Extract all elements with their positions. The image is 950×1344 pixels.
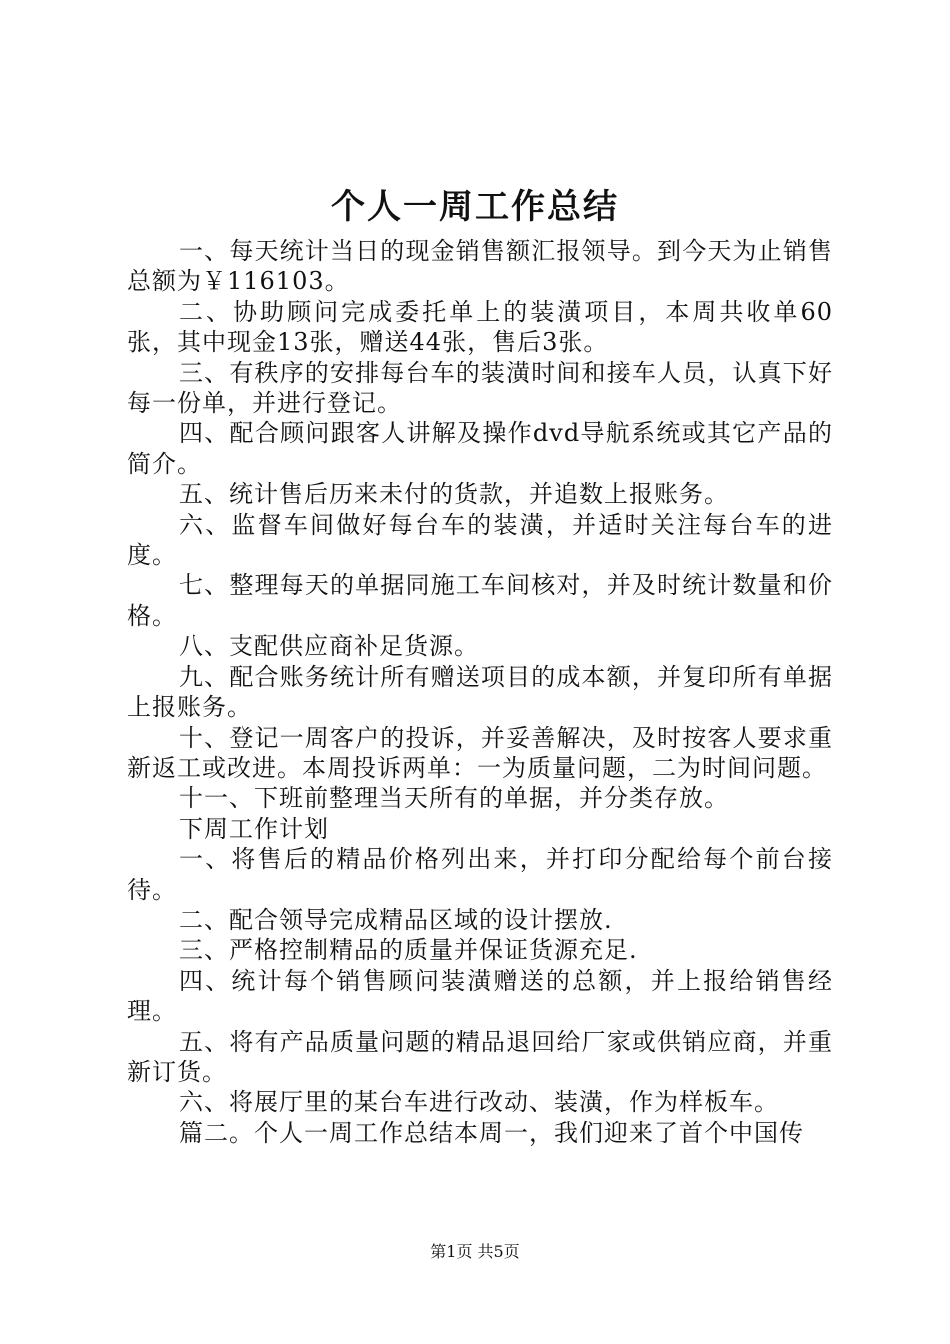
paragraph-8: 八、支配供应商补足货源。 bbox=[179, 632, 479, 661]
paragraph-4: 四、配合顾问跟客人讲解及操作dvd导航系统或其它产品的简介。 bbox=[127, 419, 833, 478]
plan-item-1: 一、将售后的精品价格列出来，并打印分配给每个前台接待。 bbox=[127, 845, 833, 904]
page-footer: 第1页 共5页 bbox=[430, 1242, 520, 1261]
paragraph-6: 六、监督车间做好每台车的装潢，并适时关注每台车的进度。 bbox=[127, 510, 833, 570]
paragraph-1: 一、每天统计当日的现金销售额汇报领导。到今天为止销售总额为￥116103。 bbox=[127, 237, 833, 296]
paragraph-10: 十、登记一周客户的投诉，并妥善解决，及时按客人要求重新返工或改进。本周投诉两单：一为质量问题，二为时间问题。 bbox=[127, 723, 833, 782]
paragraph-3: 三、有秩序的安排每台车的装潢时间和接车人员，认真下好每一份单，并进行登记。 bbox=[127, 358, 833, 418]
document-body bbox=[127, 236, 833, 1148]
plan-item-6: 六、将展厅里的某台车进行改动、装潢，作为样板车。 bbox=[179, 1088, 779, 1117]
document-title: 个人一周工作总结 bbox=[331, 187, 619, 227]
plan-item-4: 四、统计每个销售顾问装潢赠送的总额，并上报给销售经理。 bbox=[127, 966, 833, 1026]
section-heading-next-week-plan: 下周工作计划 bbox=[179, 814, 329, 843]
plan-item-2: 二、配合领导完成精品区域的设计摆放. bbox=[179, 905, 613, 934]
paragraph-2: 二、协助顾问完成委托单上的装潢项目，本周共收单60张，其中现金13张，赠送44张，售后3张。 bbox=[127, 297, 833, 357]
paragraph-5: 五、统计售后历来未付的货款，并追数上报账务。 bbox=[179, 480, 729, 509]
section-two-intro: 篇二。个人一周工作总结本周一，我们迎来了首个中国传 bbox=[179, 1118, 804, 1147]
plan-item-3: 三、严格控制精品的质量并保证货源充足. bbox=[179, 936, 638, 965]
paragraph-11: 十一、下班前整理当天所有的单据，并分类存放。 bbox=[179, 784, 729, 813]
paragraph-7: 七、整理每天的单据同施工车间核对，并及时统计数量和价格。 bbox=[127, 571, 833, 630]
paragraph-9: 九、配合账务统计所有赠送项目的成本额，并复印所有单据上报账务。 bbox=[127, 662, 833, 722]
plan-item-5: 五、将有产品质量问题的精品退回给厂家或供销应商，并重新订货。 bbox=[127, 1027, 833, 1086]
